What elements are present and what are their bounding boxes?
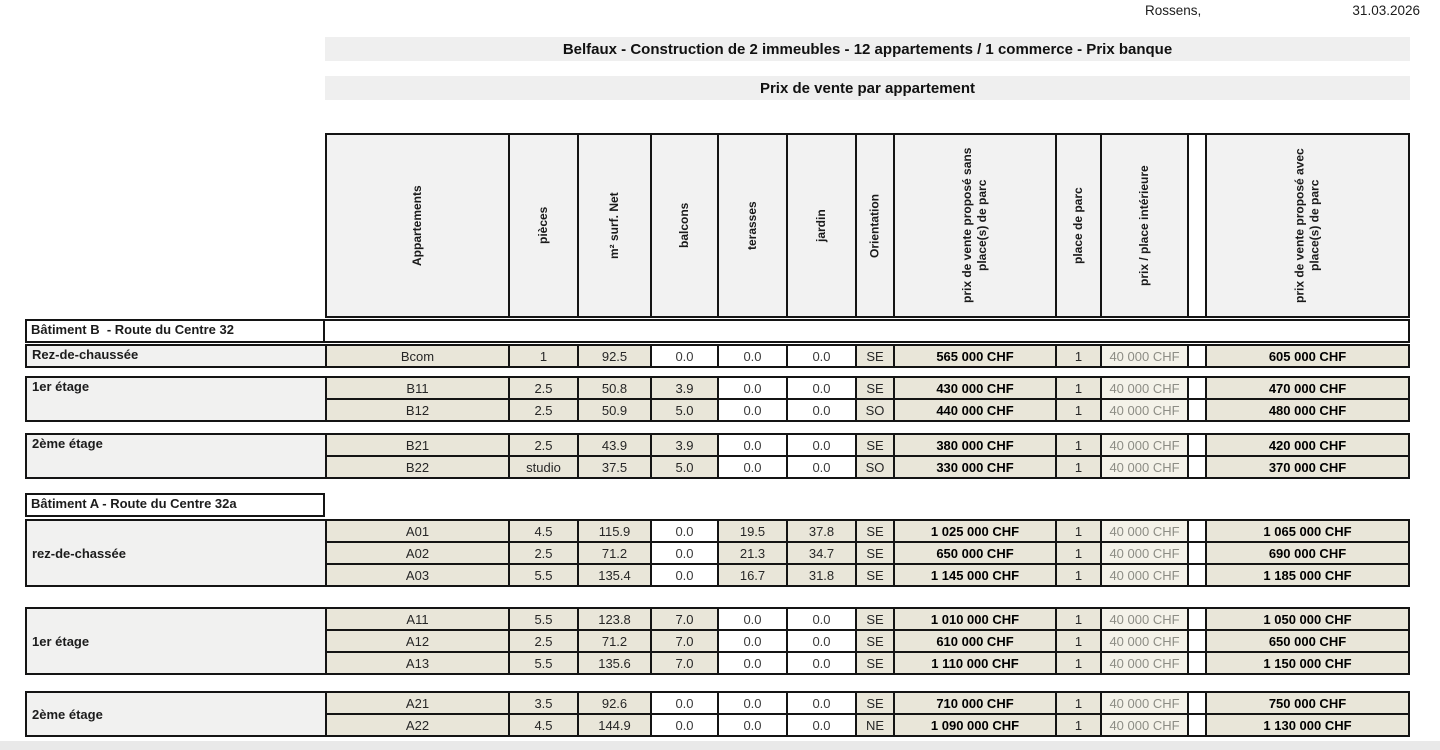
cell-pieces: 2.5: [510, 631, 577, 651]
cell-pieces: 3.5: [510, 693, 577, 713]
cell-place-parc: 1: [1057, 435, 1100, 455]
cell-place-parc: 1: [1057, 565, 1100, 585]
floor-group: [25, 519, 1410, 587]
cell-balcons: 3.9: [652, 435, 717, 455]
cell-apt: B11: [327, 378, 508, 398]
cell-orientation: SE: [857, 693, 893, 713]
cell-balcons: 0.0: [652, 693, 717, 713]
building-label: Bâtiment B - Route du Centre 32: [25, 319, 325, 343]
cell-surface: 71.2: [579, 631, 650, 651]
cell-prix-avec: 605 000 CHF: [1207, 346, 1408, 366]
cell-balcons: 3.9: [652, 378, 717, 398]
cell-spacer: [1189, 457, 1205, 477]
col-header-balcons: balcons: [652, 135, 717, 316]
cell-terasses: 0.0: [719, 631, 786, 651]
price-table: [25, 133, 1410, 737]
cell-pieces: 1: [510, 346, 577, 366]
cell-spacer: [1189, 543, 1205, 563]
col-header-orientation: Orientation: [857, 135, 893, 316]
cell-spacer: [1189, 609, 1205, 629]
cell-prix-avec: 1 150 000 CHF: [1207, 653, 1408, 673]
cell-surface: 135.4: [579, 565, 650, 585]
cell-prix-place: 40 000 CHF: [1102, 457, 1187, 477]
cell-prix-avec: 650 000 CHF: [1207, 631, 1408, 651]
cell-prix-place: 40 000 CHF: [1102, 565, 1187, 585]
cell-prix-place: 40 000 CHF: [1102, 378, 1187, 398]
cell-balcons: 0.0: [652, 346, 717, 366]
cell-orientation: SE: [857, 435, 893, 455]
col-header-place-parc: place de parc: [1057, 135, 1100, 316]
cell-prix-sans: 430 000 CHF: [895, 378, 1055, 398]
cell-place-parc: 1: [1057, 543, 1100, 563]
document-title: Belfaux - Construction de 2 immeubles - 12 appartements / 1 commerce - Prix banque: [325, 37, 1410, 61]
cell-balcons: 0.0: [652, 715, 717, 735]
cell-prix-sans: 650 000 CHF: [895, 543, 1055, 563]
cell-prix-avec: 1 130 000 CHF: [1207, 715, 1408, 735]
cell-orientation: SE: [857, 609, 893, 629]
cell-spacer: [1189, 693, 1205, 713]
col-header-pieces: pièces: [510, 135, 577, 316]
cell-terasses: 0.0: [719, 653, 786, 673]
cell-terasses: 0.0: [719, 435, 786, 455]
document-date: 31.03.2026: [1352, 3, 1420, 18]
cell-surface: 43.9: [579, 435, 650, 455]
page-bottom-strip: [0, 741, 1440, 750]
col-header-prix-avec: prix de vente proposé avec place(s) de parc: [1207, 135, 1408, 316]
cell-surface: 92.5: [579, 346, 650, 366]
cell-prix-avec: 470 000 CHF: [1207, 378, 1408, 398]
cell-prix-sans: 1 145 000 CHF: [895, 565, 1055, 585]
cell-place-parc: 1: [1057, 521, 1100, 541]
cell-orientation: SE: [857, 521, 893, 541]
cell-apt: B21: [327, 435, 508, 455]
cell-balcons: 5.0: [652, 400, 717, 420]
cell-place-parc: 1: [1057, 346, 1100, 366]
cell-balcons: 7.0: [652, 631, 717, 651]
cell-place-parc: 1: [1057, 457, 1100, 477]
col-header-terasses: terasses: [719, 135, 786, 316]
cell-apt: A11: [327, 609, 508, 629]
cell-prix-avec: 370 000 CHF: [1207, 457, 1408, 477]
cell-place-parc: 1: [1057, 653, 1100, 673]
cell-prix-place: 40 000 CHF: [1102, 693, 1187, 713]
cell-orientation: SE: [857, 631, 893, 651]
cell-surface: 50.8: [579, 378, 650, 398]
cell-prix-sans: 380 000 CHF: [895, 435, 1055, 455]
col-header-surface: m² surf. Net: [579, 135, 650, 316]
cell-prix-place: 40 000 CHF: [1102, 435, 1187, 455]
col-header-prix-place: prix / place intérieure: [1102, 135, 1187, 316]
table-sections: [25, 319, 1410, 737]
cell-surface: 144.9: [579, 715, 650, 735]
column-header-row: [325, 133, 1410, 318]
cell-terasses: 19.5: [719, 521, 786, 541]
cell-prix-place: 40 000 CHF: [1102, 521, 1187, 541]
cell-pieces: 2.5: [510, 378, 577, 398]
cell-place-parc: 1: [1057, 631, 1100, 651]
cell-balcons: 0.0: [652, 521, 717, 541]
cell-orientation: NE: [857, 715, 893, 735]
cell-apt: A12: [327, 631, 508, 651]
cell-prix-sans: 1 090 000 CHF: [895, 715, 1055, 735]
cell-jardin: 31.8: [788, 565, 855, 585]
floor-rows: [325, 519, 1410, 587]
cell-spacer: [1189, 715, 1205, 735]
cell-apt: A21: [327, 693, 508, 713]
cell-pieces: 5.5: [510, 653, 577, 673]
cell-terasses: 0.0: [719, 346, 786, 366]
cell-jardin: 0.0: [788, 653, 855, 673]
building-header-extension: [325, 493, 1410, 517]
cell-surface: 135.6: [579, 653, 650, 673]
cell-prix-avec: 1 185 000 CHF: [1207, 565, 1408, 585]
cell-terasses: 0.0: [719, 715, 786, 735]
cell-balcons: 7.0: [652, 653, 717, 673]
cell-spacer: [1189, 378, 1205, 398]
cell-jardin: 37.8: [788, 521, 855, 541]
cell-prix-sans: 1 025 000 CHF: [895, 521, 1055, 541]
cell-prix-sans: 440 000 CHF: [895, 400, 1055, 420]
cell-balcons: 0.0: [652, 543, 717, 563]
cell-prix-place: 40 000 CHF: [1102, 543, 1187, 563]
cell-apt: B22: [327, 457, 508, 477]
cell-orientation: SE: [857, 543, 893, 563]
cell-balcons: 5.0: [652, 457, 717, 477]
cell-jardin: 0.0: [788, 400, 855, 420]
floor-rows: [325, 607, 1410, 675]
cell-terasses: 0.0: [719, 400, 786, 420]
cell-orientation: SE: [857, 378, 893, 398]
cell-orientation: SO: [857, 400, 893, 420]
floor-group: [25, 607, 1410, 675]
cell-orientation: SE: [857, 565, 893, 585]
cell-prix-sans: 1 110 000 CHF: [895, 653, 1055, 673]
floor-label: Rez-de-chaussée: [25, 344, 325, 368]
cell-spacer: [1189, 565, 1205, 585]
document-place: Rossens,: [1145, 3, 1202, 18]
cell-pieces: studio: [510, 457, 577, 477]
cell-orientation: SE: [857, 346, 893, 366]
cell-spacer: [1189, 435, 1205, 455]
cell-prix-avec: 480 000 CHF: [1207, 400, 1408, 420]
cell-pieces: 4.5: [510, 521, 577, 541]
cell-orientation: SE: [857, 653, 893, 673]
cell-jardin: 0.0: [788, 435, 855, 455]
cell-place-parc: 1: [1057, 715, 1100, 735]
cell-prix-place: 40 000 CHF: [1102, 715, 1187, 735]
cell-balcons: 0.0: [652, 565, 717, 585]
cell-prix-avec: 420 000 CHF: [1207, 435, 1408, 455]
floor-label: 2ème étage: [25, 691, 325, 737]
cell-apt: A03: [327, 565, 508, 585]
floor-label: rez-de-chassée: [25, 519, 325, 587]
floor-group: [25, 691, 1410, 737]
cell-spacer: [1189, 346, 1205, 366]
cell-jardin: 0.0: [788, 609, 855, 629]
cell-terasses: 16.7: [719, 565, 786, 585]
cell-prix-sans: 710 000 CHF: [895, 693, 1055, 713]
cell-apt: A01: [327, 521, 508, 541]
floor-rows: [325, 344, 1410, 368]
cell-terasses: 0.0: [719, 378, 786, 398]
cell-orientation: SO: [857, 457, 893, 477]
cell-terasses: 0.0: [719, 609, 786, 629]
cell-prix-place: 40 000 CHF: [1102, 653, 1187, 673]
cell-surface: 115.9: [579, 521, 650, 541]
cell-spacer: [1189, 631, 1205, 651]
cell-spacer: [1189, 653, 1205, 673]
cell-prix-sans: 565 000 CHF: [895, 346, 1055, 366]
cell-place-parc: 1: [1057, 378, 1100, 398]
cell-place-parc: 1: [1057, 609, 1100, 629]
cell-surface: 123.8: [579, 609, 650, 629]
cell-prix-place: 40 000 CHF: [1102, 609, 1187, 629]
cell-prix-place: 40 000 CHF: [1102, 631, 1187, 651]
cell-prix-place: 40 000 CHF: [1102, 400, 1187, 420]
building-header-row: [25, 493, 1410, 517]
floor-label: 1er étage: [25, 607, 325, 675]
col-header-apt: Appartements: [327, 135, 508, 316]
cell-prix-sans: 610 000 CHF: [895, 631, 1055, 651]
cell-pieces: 5.5: [510, 565, 577, 585]
floor-group: [25, 344, 1410, 368]
cell-surface: 50.9: [579, 400, 650, 420]
cell-pieces: 2.5: [510, 435, 577, 455]
cell-apt: A13: [327, 653, 508, 673]
cell-apt: A22: [327, 715, 508, 735]
cell-terasses: 21.3: [719, 543, 786, 563]
cell-terasses: 0.0: [719, 457, 786, 477]
floor-rows: [325, 376, 1410, 422]
building-label: Bâtiment A - Route du Centre 32a: [25, 493, 325, 517]
floor-rows: [325, 691, 1410, 737]
floor-rows: [325, 433, 1410, 479]
building-header-row: [25, 319, 1410, 343]
cell-balcons: 7.0: [652, 609, 717, 629]
cell-prix-avec: 1 050 000 CHF: [1207, 609, 1408, 629]
cell-spacer: [1189, 521, 1205, 541]
floor-group: [25, 376, 1410, 422]
col-header-spacer: [1189, 135, 1205, 316]
cell-pieces: 2.5: [510, 543, 577, 563]
floor-label: 1er étage: [25, 376, 325, 422]
cell-jardin: 34.7: [788, 543, 855, 563]
col-header-jardin: jardin: [788, 135, 855, 316]
cell-place-parc: 1: [1057, 693, 1100, 713]
cell-pieces: 4.5: [510, 715, 577, 735]
cell-surface: 37.5: [579, 457, 650, 477]
col-header-prix-sans: prix de vente proposé sans place(s) de parc: [895, 135, 1055, 316]
cell-prix-sans: 1 010 000 CHF: [895, 609, 1055, 629]
cell-jardin: 0.0: [788, 378, 855, 398]
cell-apt: A02: [327, 543, 508, 563]
cell-prix-avec: 750 000 CHF: [1207, 693, 1408, 713]
cell-prix-avec: 1 065 000 CHF: [1207, 521, 1408, 541]
cell-prix-place: 40 000 CHF: [1102, 346, 1187, 366]
cell-jardin: 0.0: [788, 631, 855, 651]
cell-pieces: 2.5: [510, 400, 577, 420]
cell-prix-sans: 330 000 CHF: [895, 457, 1055, 477]
cell-place-parc: 1: [1057, 400, 1100, 420]
cell-jardin: 0.0: [788, 693, 855, 713]
cell-jardin: 0.0: [788, 715, 855, 735]
cell-jardin: 0.0: [788, 346, 855, 366]
cell-surface: 71.2: [579, 543, 650, 563]
cell-terasses: 0.0: [719, 693, 786, 713]
document-subtitle: Prix de vente par appartement: [325, 76, 1410, 100]
cell-prix-avec: 690 000 CHF: [1207, 543, 1408, 563]
floor-label: 2ème étage: [25, 433, 325, 479]
floor-group: [25, 433, 1410, 479]
cell-spacer: [1189, 400, 1205, 420]
building-header-extension: [325, 319, 1410, 343]
cell-apt: Bcom: [327, 346, 508, 366]
cell-surface: 92.6: [579, 693, 650, 713]
cell-apt: B12: [327, 400, 508, 420]
cell-pieces: 5.5: [510, 609, 577, 629]
cell-jardin: 0.0: [788, 457, 855, 477]
